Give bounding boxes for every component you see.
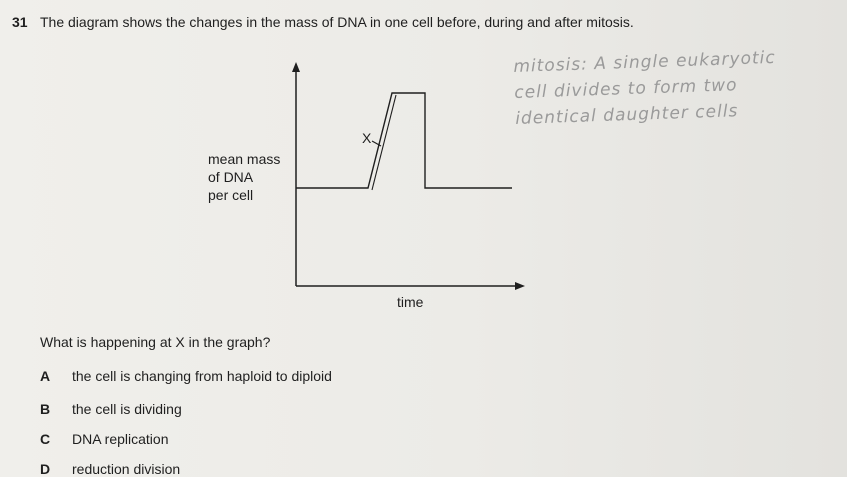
handwritten-note-line: mitosis: A single eukaryotic xyxy=(513,47,777,77)
handwritten-note xyxy=(513,45,778,132)
handwritten-note-line: identical daughter cells xyxy=(514,101,739,129)
y-axis-label-line: mean mass xyxy=(208,151,281,167)
option-letter: B xyxy=(40,401,51,417)
option-letter: D xyxy=(40,461,51,477)
option-text: DNA replication xyxy=(72,431,169,447)
option-c[interactable] xyxy=(40,431,169,447)
question-stem: The diagram shows the changes in the mass of DNA in one cell before, during and after mitosis. xyxy=(40,14,634,30)
y-axis-label-line: per cell xyxy=(208,187,254,203)
x-axis-label: time xyxy=(397,294,424,310)
x-axis-arrowhead xyxy=(515,282,525,290)
handwritten-note-line: cell divides to form two xyxy=(514,75,738,103)
option-b[interactable] xyxy=(40,401,182,417)
x-marker-label: X xyxy=(362,130,372,146)
option-text: the cell is changing from haploid to diploid xyxy=(72,368,332,384)
question-prompt: What is happening at X in the graph? xyxy=(40,334,271,350)
y-axis-arrowhead xyxy=(292,62,300,72)
question-number: 31 xyxy=(12,14,28,30)
option-d[interactable] xyxy=(40,461,180,477)
y-axis-label xyxy=(208,150,280,204)
option-letter: C xyxy=(40,431,51,447)
y-axis-label-line: of DNA xyxy=(208,169,254,185)
dna-mass-line xyxy=(296,93,512,188)
option-text: the cell is dividing xyxy=(72,401,182,417)
option-text: reduction division xyxy=(72,461,181,477)
option-letter: A xyxy=(40,368,51,384)
option-a[interactable] xyxy=(40,368,332,384)
